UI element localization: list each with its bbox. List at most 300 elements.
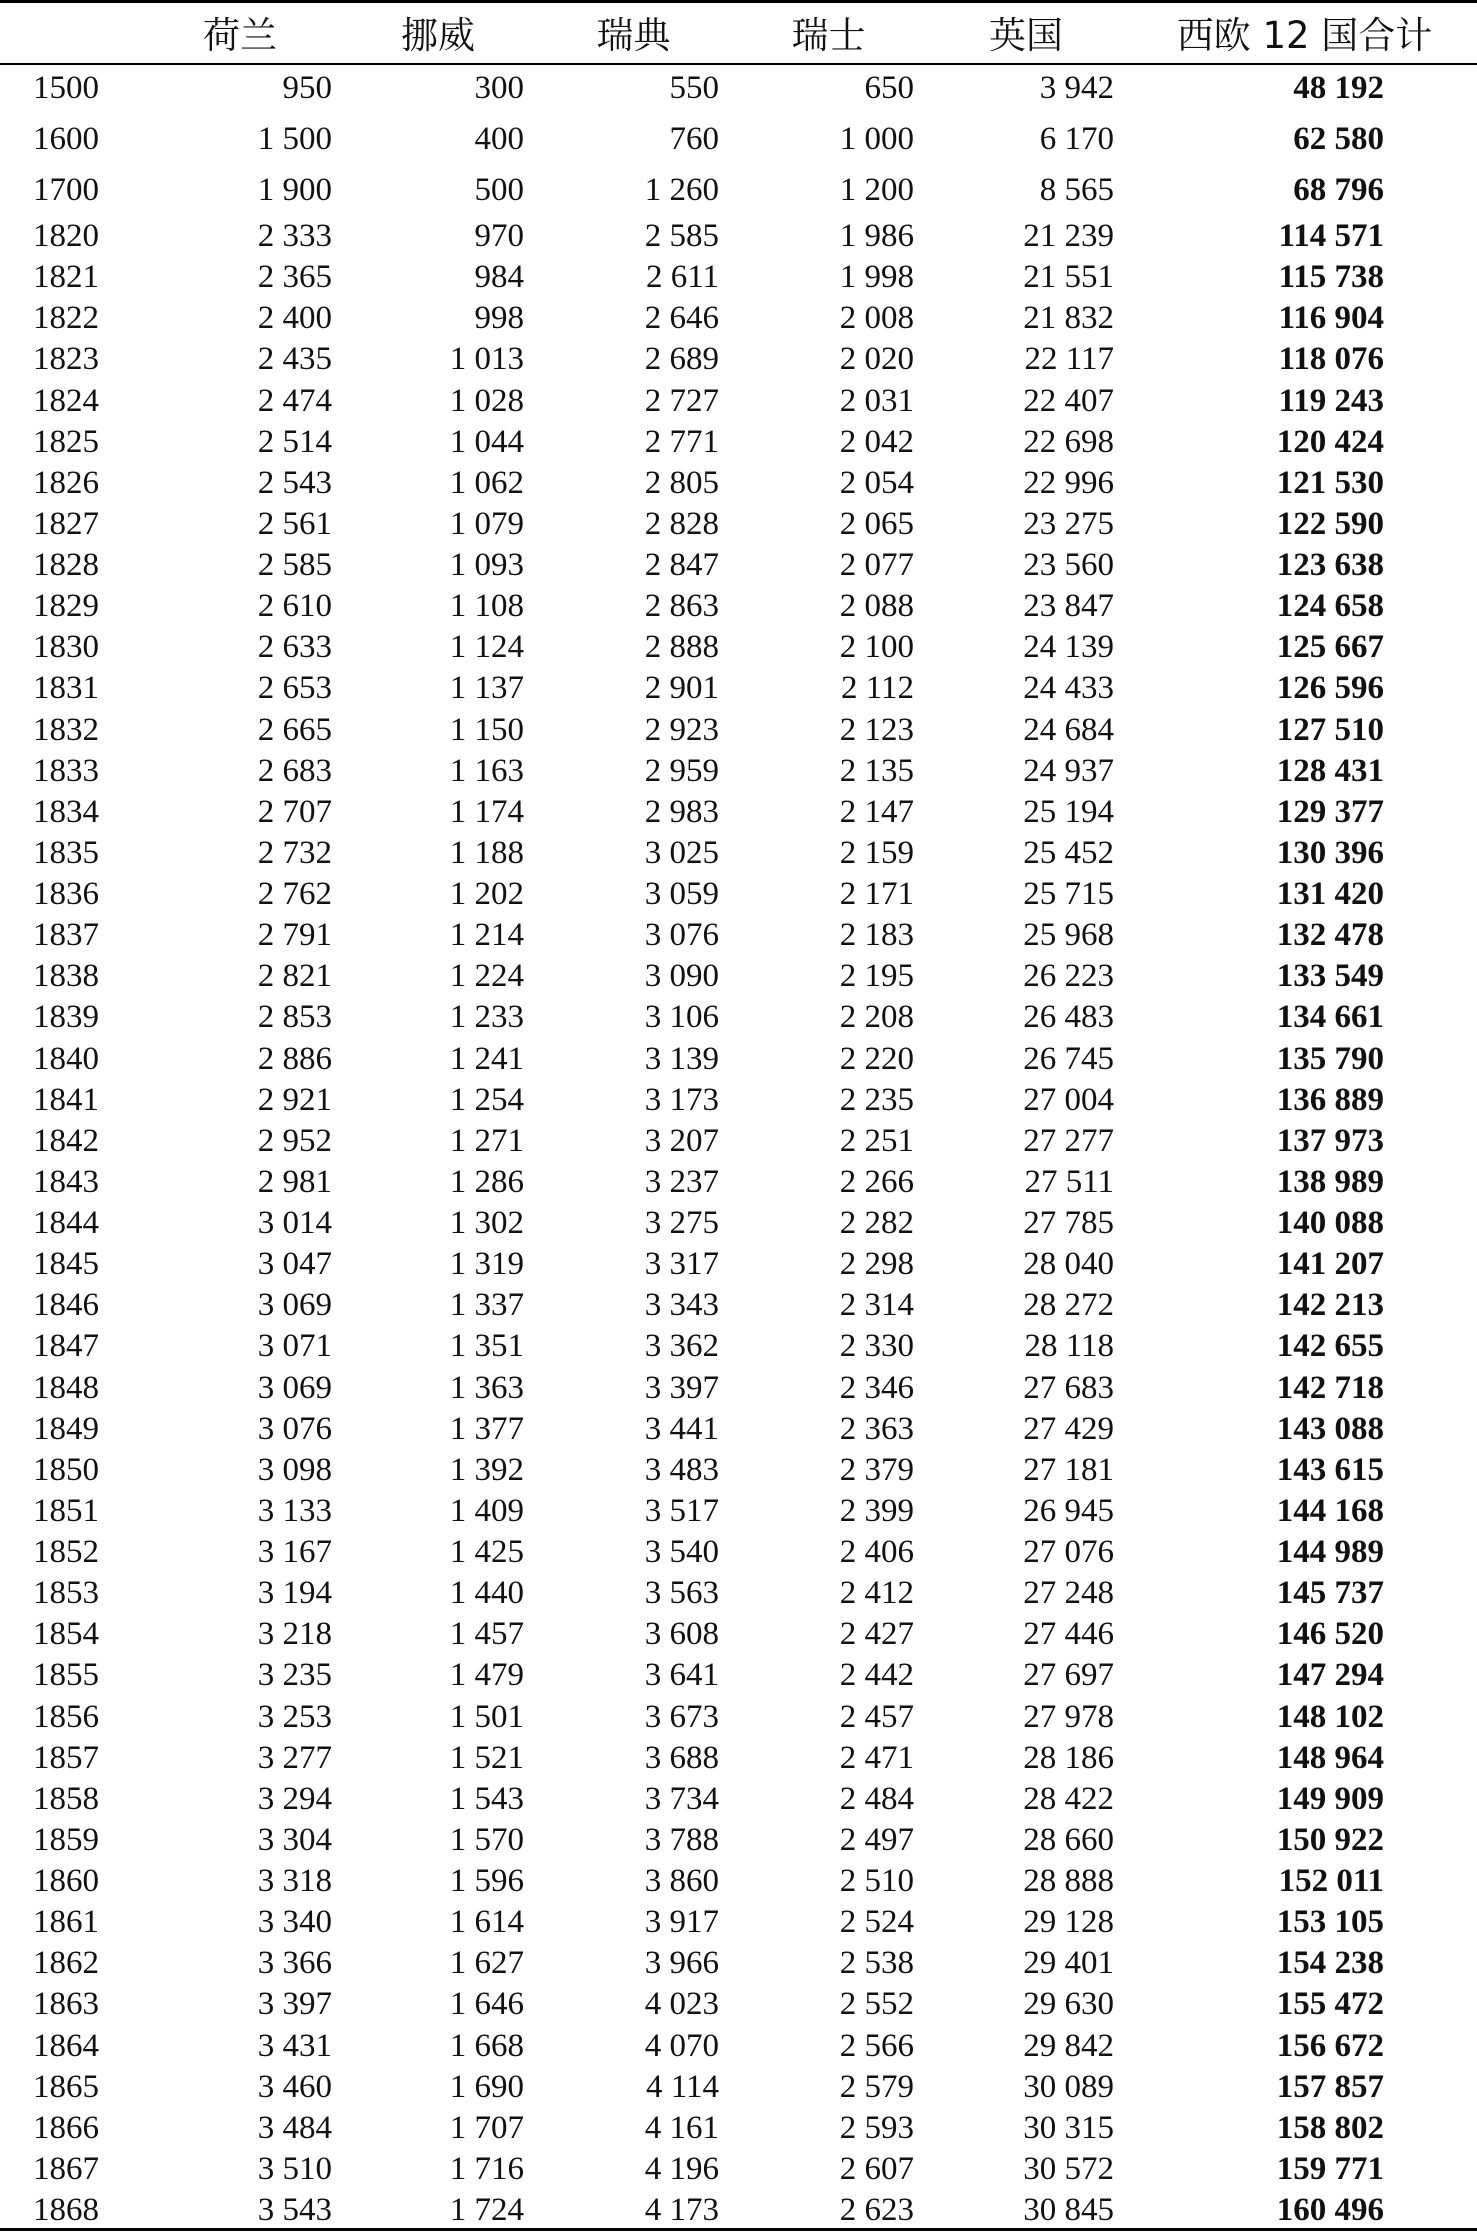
cell-norway: 1 214 (449, 917, 524, 954)
table-row (0, 2190, 1477, 2231)
table-row (0, 1080, 1477, 1121)
cell-switzerland: 2 566 (839, 2027, 914, 2064)
cell-norway: 1 028 (449, 382, 524, 419)
cell-year: 1835 (33, 834, 99, 871)
cell-netherlands: 3 294 (257, 1780, 332, 1817)
cell-norway: 1 079 (449, 505, 524, 542)
cell-netherlands: 3 069 (257, 1287, 332, 1324)
cell-sweden: 2 847 (644, 547, 719, 584)
cell-switzerland: 2 497 (839, 1821, 914, 1858)
cell-year: 1829 (33, 588, 99, 625)
cell-year: 1824 (33, 382, 99, 419)
cell-norway: 1 351 (449, 1328, 524, 1365)
cell-year: 1600 (33, 121, 99, 157)
cell-uk: 28 660 (1023, 1821, 1114, 1858)
cell-norway: 1 440 (449, 1575, 524, 1612)
cell-uk: 25 715 (1023, 876, 1114, 913)
cell-sweden: 4 196 (644, 2150, 719, 2187)
cell-year: 1844 (33, 1205, 99, 1242)
cell-total: 152 011 (1278, 1863, 1384, 1900)
cell-uk: 8 565 (1039, 172, 1114, 208)
table-row (0, 627, 1477, 668)
cell-sweden: 3 397 (644, 1369, 719, 1406)
cell-sweden: 2 863 (644, 588, 719, 625)
cell-sweden: 4 114 (645, 2068, 719, 2105)
cell-netherlands: 2 514 (257, 423, 332, 460)
cell-year: 1846 (33, 1287, 99, 1324)
cell-year: 1841 (33, 1081, 99, 1118)
cell-switzerland: 2 183 (839, 917, 914, 954)
cell-year: 1867 (33, 2150, 99, 2187)
cell-switzerland: 2 065 (839, 505, 914, 542)
cell-year: 1861 (33, 1904, 99, 1941)
cell-netherlands: 2 762 (257, 876, 332, 913)
cell-sweden: 2 585 (644, 218, 719, 255)
cell-norway: 1 521 (449, 1739, 524, 1776)
cell-netherlands: 2 474 (257, 382, 332, 419)
cell-norway: 1 137 (449, 670, 524, 707)
table-row (0, 586, 1477, 627)
cell-year: 1860 (33, 1863, 99, 1900)
cell-total: 127 510 (1276, 711, 1384, 748)
table-row (0, 1655, 1477, 1696)
header-uk: 英国 (989, 13, 1063, 57)
cell-sweden: 2 983 (644, 793, 719, 830)
cell-total: 115 738 (1278, 259, 1384, 296)
cell-total: 159 771 (1276, 2150, 1384, 2187)
cell-switzerland: 2 427 (839, 1616, 914, 1653)
cell-year: 1839 (33, 999, 99, 1036)
cell-norway: 1 224 (449, 958, 524, 995)
table-row (0, 792, 1477, 833)
cell-switzerland: 2 020 (839, 341, 914, 378)
cell-uk: 24 937 (1023, 752, 1114, 789)
cell-total: 156 672 (1276, 2027, 1384, 2064)
cell-uk: 27 978 (1023, 1698, 1114, 1735)
header-row (0, 0, 1477, 63)
header-sweden: 瑞典 (596, 13, 671, 57)
cell-total: 62 580 (1293, 121, 1384, 157)
cell-uk: 28 272 (1023, 1287, 1114, 1324)
cell-switzerland: 2 251 (839, 1122, 914, 1159)
table-row (0, 1984, 1477, 2025)
cell-switzerland: 2 112 (840, 670, 914, 707)
cell-total: 68 796 (1293, 172, 1384, 208)
cell-norway: 1 044 (449, 423, 524, 460)
cell-uk: 30 315 (1023, 2109, 1114, 2146)
cell-switzerland: 650 (864, 70, 914, 106)
cell-sweden: 2 771 (644, 423, 719, 460)
cell-netherlands: 3 194 (257, 1575, 332, 1612)
cell-total: 114 571 (1278, 218, 1384, 255)
cell-switzerland: 2 088 (839, 588, 914, 625)
cell-norway: 1 425 (449, 1534, 524, 1571)
cell-norway: 1 108 (449, 588, 524, 625)
table-row (0, 2149, 1477, 2190)
cell-uk: 6 170 (1039, 121, 1114, 157)
cell-uk: 25 194 (1023, 793, 1114, 830)
cell-netherlands: 2 561 (257, 505, 332, 542)
cell-netherlands: 2 633 (257, 629, 332, 666)
table-row (0, 1162, 1477, 1203)
cell-switzerland: 2 235 (839, 1081, 914, 1118)
cell-total: 142 213 (1276, 1287, 1384, 1324)
cell-sweden: 760 (669, 121, 719, 157)
cell-netherlands: 3 431 (257, 2027, 332, 2064)
table-header (0, 0, 1477, 63)
cell-norway: 1 377 (449, 1410, 524, 1447)
cell-uk: 22 698 (1023, 423, 1114, 460)
cell-norway: 1 174 (449, 793, 524, 830)
cell-total: 124 658 (1276, 588, 1384, 625)
cell-sweden: 3 734 (644, 1780, 719, 1817)
cell-norway: 1 668 (449, 2027, 524, 2064)
cell-uk: 27 446 (1023, 1616, 1114, 1653)
cell-total: 130 396 (1276, 834, 1384, 871)
cell-norway: 1 062 (449, 464, 524, 501)
cell-norway: 1 690 (449, 2068, 524, 2105)
cell-switzerland: 2 147 (839, 793, 914, 830)
cell-year: 1863 (33, 1986, 99, 2023)
table-bottom-rule (0, 2228, 1477, 2231)
cell-netherlands: 3 340 (257, 1904, 332, 1941)
cell-uk: 26 745 (1023, 1040, 1114, 1077)
cell-total: 145 737 (1276, 1575, 1384, 1612)
table-row (0, 874, 1477, 915)
cell-switzerland: 2 171 (839, 876, 914, 913)
cell-total: 131 420 (1276, 876, 1384, 913)
cell-total: 120 424 (1276, 423, 1384, 460)
cell-uk: 28 118 (1024, 1328, 1114, 1365)
cell-switzerland: 2 379 (839, 1451, 914, 1488)
cell-total: 150 922 (1276, 1821, 1384, 1858)
cell-total: 146 520 (1276, 1616, 1384, 1653)
cell-norway: 984 (474, 259, 524, 296)
cell-switzerland: 2 077 (839, 547, 914, 584)
cell-netherlands: 3 543 (257, 2192, 332, 2229)
cell-year: 1849 (33, 1410, 99, 1447)
cell-netherlands: 3 510 (257, 2150, 332, 2187)
table-row (0, 1326, 1477, 1367)
table-row (0, 833, 1477, 874)
table-row (0, 422, 1477, 463)
cell-sweden: 3 441 (644, 1410, 719, 1447)
cell-uk: 28 040 (1023, 1246, 1114, 1283)
cell-year: 1843 (33, 1163, 99, 1200)
cell-switzerland: 1 986 (839, 218, 914, 255)
table-row (0, 298, 1477, 339)
cell-sweden: 3 106 (644, 999, 719, 1036)
cell-uk: 25 452 (1023, 834, 1114, 871)
cell-year: 1858 (33, 1780, 99, 1817)
cell-year: 1828 (33, 547, 99, 584)
cell-switzerland: 2 346 (839, 1369, 914, 1406)
cell-total: 122 590 (1276, 505, 1384, 542)
cell-norway: 1 724 (449, 2192, 524, 2229)
cell-total: 142 655 (1276, 1328, 1384, 1365)
cell-netherlands: 2 853 (257, 999, 332, 1036)
cell-uk: 30 089 (1023, 2068, 1114, 2105)
cell-total: 142 718 (1276, 1369, 1384, 1406)
cell-total: 158 802 (1276, 2109, 1384, 2146)
cell-uk: 3 942 (1039, 70, 1114, 106)
cell-netherlands: 3 098 (257, 1451, 332, 1488)
cell-netherlands: 2 365 (257, 259, 332, 296)
cell-sweden: 2 689 (644, 341, 719, 378)
cell-year: 1830 (33, 629, 99, 666)
cell-norway: 1 479 (449, 1657, 524, 1694)
cell-year: 1837 (33, 917, 99, 954)
table-row (0, 114, 1477, 165)
cell-total: 136 889 (1276, 1081, 1384, 1118)
cell-uk: 28 888 (1023, 1863, 1114, 1900)
cell-year: 1834 (33, 793, 99, 830)
cell-sweden: 2 923 (644, 711, 719, 748)
cell-sweden: 3 483 (644, 1451, 719, 1488)
cell-year: 1847 (33, 1328, 99, 1365)
cell-netherlands: 3 235 (257, 1657, 332, 1694)
cell-sweden: 3 059 (644, 876, 719, 913)
cell-norway: 1 233 (449, 999, 524, 1036)
cell-switzerland: 1 998 (839, 259, 914, 296)
cell-switzerland: 2 135 (839, 752, 914, 789)
cell-uk: 27 004 (1023, 1081, 1114, 1118)
table-row (0, 257, 1477, 298)
cell-sweden: 3 688 (644, 1739, 719, 1776)
table-row (0, 1697, 1477, 1738)
cell-year: 1822 (33, 300, 99, 337)
cell-year: 1866 (33, 2109, 99, 2146)
cell-norway: 400 (474, 121, 524, 157)
cell-switzerland: 2 457 (839, 1698, 914, 1735)
cell-year: 1820 (33, 218, 99, 255)
cell-netherlands: 1 500 (257, 121, 332, 157)
table-row (0, 216, 1477, 257)
cell-year: 1823 (33, 341, 99, 378)
cell-switzerland: 2 471 (839, 1739, 914, 1776)
table-row (0, 381, 1477, 422)
cell-netherlands: 2 981 (257, 1163, 332, 1200)
cell-sweden: 550 (669, 70, 719, 106)
cell-uk: 25 968 (1023, 917, 1114, 954)
cell-netherlands: 3 069 (257, 1369, 332, 1406)
cell-netherlands: 3 014 (257, 1205, 332, 1242)
cell-sweden: 3 641 (644, 1657, 719, 1694)
cell-total: 141 207 (1276, 1246, 1384, 1283)
cell-total: 132 478 (1276, 917, 1384, 954)
header-switzerland: 瑞士 (791, 13, 866, 57)
cell-switzerland: 2 195 (839, 958, 914, 995)
cell-switzerland: 2 266 (839, 1163, 914, 1200)
cell-netherlands: 3 167 (257, 1534, 332, 1571)
cell-netherlands: 2 610 (257, 588, 332, 625)
cell-switzerland: 2 282 (839, 1205, 914, 1242)
cell-total: 133 549 (1276, 958, 1384, 995)
cell-netherlands: 3 253 (257, 1698, 332, 1735)
cell-switzerland: 2 552 (839, 1986, 914, 2023)
cell-year: 1864 (33, 2027, 99, 2064)
cell-netherlands: 2 400 (257, 300, 332, 337)
cell-switzerland: 2 524 (839, 1904, 914, 1941)
cell-year: 1853 (33, 1575, 99, 1612)
cell-uk: 27 429 (1023, 1410, 1114, 1447)
table-row (0, 1203, 1477, 1244)
cell-sweden: 3 090 (644, 958, 719, 995)
table-row (0, 1614, 1477, 1655)
cell-total: 149 909 (1276, 1780, 1384, 1817)
cell-norway: 1 392 (449, 1451, 524, 1488)
cell-total: 137 973 (1276, 1122, 1384, 1159)
cell-norway: 1 570 (449, 1821, 524, 1858)
cell-year: 1700 (33, 172, 99, 208)
cell-switzerland: 2 159 (839, 834, 914, 871)
cell-year: 1840 (33, 1040, 99, 1077)
cell-total: 116 904 (1278, 300, 1384, 337)
cell-netherlands: 2 543 (257, 464, 332, 501)
cell-sweden: 1 260 (644, 172, 719, 208)
cell-netherlands: 2 952 (257, 1122, 332, 1159)
cell-total: 126 596 (1276, 670, 1384, 707)
cell-total: 153 105 (1276, 1904, 1384, 1941)
table-row (0, 668, 1477, 709)
cell-netherlands: 2 333 (257, 218, 332, 255)
cell-sweden: 3 673 (644, 1698, 719, 1735)
cell-sweden: 4 161 (644, 2109, 719, 2146)
cell-uk: 21 551 (1023, 259, 1114, 296)
cell-switzerland: 2 399 (839, 1492, 914, 1529)
cell-uk: 29 401 (1023, 1945, 1114, 1982)
cell-norway: 1 271 (449, 1122, 524, 1159)
cell-switzerland: 2 579 (839, 2068, 914, 2105)
cell-netherlands: 3 304 (257, 1821, 332, 1858)
cell-total: 143 615 (1276, 1451, 1384, 1488)
cell-netherlands: 3 460 (257, 2068, 332, 2105)
table-row (0, 2108, 1477, 2149)
cell-sweden: 2 888 (644, 629, 719, 666)
cell-sweden: 3 173 (644, 1081, 719, 1118)
cell-year: 1857 (33, 1739, 99, 1776)
cell-norway: 1 286 (449, 1163, 524, 1200)
table-row (0, 915, 1477, 956)
cell-uk: 29 842 (1023, 2027, 1114, 2064)
table-row (0, 339, 1477, 380)
cell-netherlands: 3 397 (257, 1986, 332, 2023)
cell-netherlands: 2 732 (257, 834, 332, 871)
cell-switzerland: 2 442 (839, 1657, 914, 1694)
cell-sweden: 3 362 (644, 1328, 719, 1365)
cell-sweden: 3 563 (644, 1575, 719, 1612)
cell-switzerland: 2 623 (839, 2192, 914, 2229)
cell-sweden: 3 788 (644, 1821, 719, 1858)
cell-switzerland: 2 538 (839, 1945, 914, 1982)
cell-netherlands: 2 707 (257, 793, 332, 830)
cell-total: 135 790 (1276, 1040, 1384, 1077)
cell-netherlands: 2 435 (257, 341, 332, 378)
table-row (0, 1943, 1477, 1984)
cell-uk: 24 433 (1023, 670, 1114, 707)
cell-total: 144 989 (1276, 1534, 1384, 1571)
cell-sweden: 2 828 (644, 505, 719, 542)
table-row (0, 1861, 1477, 1902)
cell-norway: 1 093 (449, 547, 524, 584)
cell-uk: 22 996 (1023, 464, 1114, 501)
cell-netherlands: 2 791 (257, 917, 332, 954)
cell-total: 123 638 (1276, 547, 1384, 584)
cell-switzerland: 1 200 (839, 172, 914, 208)
cell-uk: 22 407 (1023, 382, 1114, 419)
table-row (0, 710, 1477, 751)
cell-norway: 1 409 (449, 1492, 524, 1529)
cell-year: 1854 (33, 1616, 99, 1653)
cell-netherlands: 2 821 (257, 958, 332, 995)
cell-sweden: 2 805 (644, 464, 719, 501)
cell-norway: 1 124 (449, 629, 524, 666)
cell-switzerland: 2 042 (839, 423, 914, 460)
cell-uk: 26 483 (1023, 999, 1114, 1036)
cell-uk: 24 139 (1023, 629, 1114, 666)
cell-sweden: 4 173 (644, 2192, 719, 2229)
cell-uk: 28 422 (1023, 1780, 1114, 1817)
cell-total: 138 989 (1276, 1163, 1384, 1200)
cell-sweden: 4 070 (644, 2027, 719, 2064)
cell-sweden: 3 237 (644, 1163, 719, 1200)
cell-sweden: 3 608 (644, 1616, 719, 1653)
cell-total: 118 076 (1278, 341, 1384, 378)
table-row (0, 997, 1477, 1038)
cell-uk: 24 684 (1023, 711, 1114, 748)
cell-sweden: 3 207 (644, 1122, 719, 1159)
table-row (0, 1121, 1477, 1162)
cell-total: 140 088 (1276, 1205, 1384, 1242)
cell-norway: 500 (474, 172, 524, 208)
table-row (0, 1738, 1477, 1779)
cell-switzerland: 2 031 (839, 382, 914, 419)
cell-netherlands: 2 665 (257, 711, 332, 748)
cell-switzerland: 2 123 (839, 711, 914, 748)
cell-uk: 26 223 (1023, 958, 1114, 995)
cell-uk: 27 683 (1023, 1369, 1114, 1406)
table-row (0, 956, 1477, 997)
cell-total: 129 377 (1276, 793, 1384, 830)
table-row (0, 1491, 1477, 1532)
cell-uk: 30 572 (1023, 2150, 1114, 2187)
cell-uk: 21 239 (1023, 218, 1114, 255)
cell-year: 1500 (33, 70, 99, 106)
cell-uk: 27 511 (1024, 1163, 1114, 1200)
cell-norway: 1 707 (449, 2109, 524, 2146)
cell-total: 154 238 (1276, 1945, 1384, 1982)
cell-netherlands: 3 047 (257, 1246, 332, 1283)
table-row (0, 504, 1477, 545)
cell-uk: 22 117 (1024, 341, 1114, 378)
cell-uk: 23 560 (1023, 547, 1114, 584)
cell-switzerland: 2 412 (839, 1575, 914, 1612)
cell-sweden: 2 611 (645, 259, 719, 296)
cell-total: 148 964 (1276, 1739, 1384, 1776)
header-netherlands: 荷兰 (203, 13, 277, 57)
cell-uk: 28 186 (1023, 1739, 1114, 1776)
table-row (0, 165, 1477, 216)
cell-uk: 23 275 (1023, 505, 1114, 542)
cell-norway: 1 614 (449, 1904, 524, 1941)
table-row (0, 63, 1477, 114)
cell-norway: 998 (474, 300, 524, 337)
cell-year: 1848 (33, 1369, 99, 1406)
cell-switzerland: 2 330 (839, 1328, 914, 1365)
cell-uk: 27 248 (1023, 1575, 1114, 1612)
cell-norway: 1 646 (449, 1986, 524, 2023)
cell-year: 1827 (33, 505, 99, 542)
